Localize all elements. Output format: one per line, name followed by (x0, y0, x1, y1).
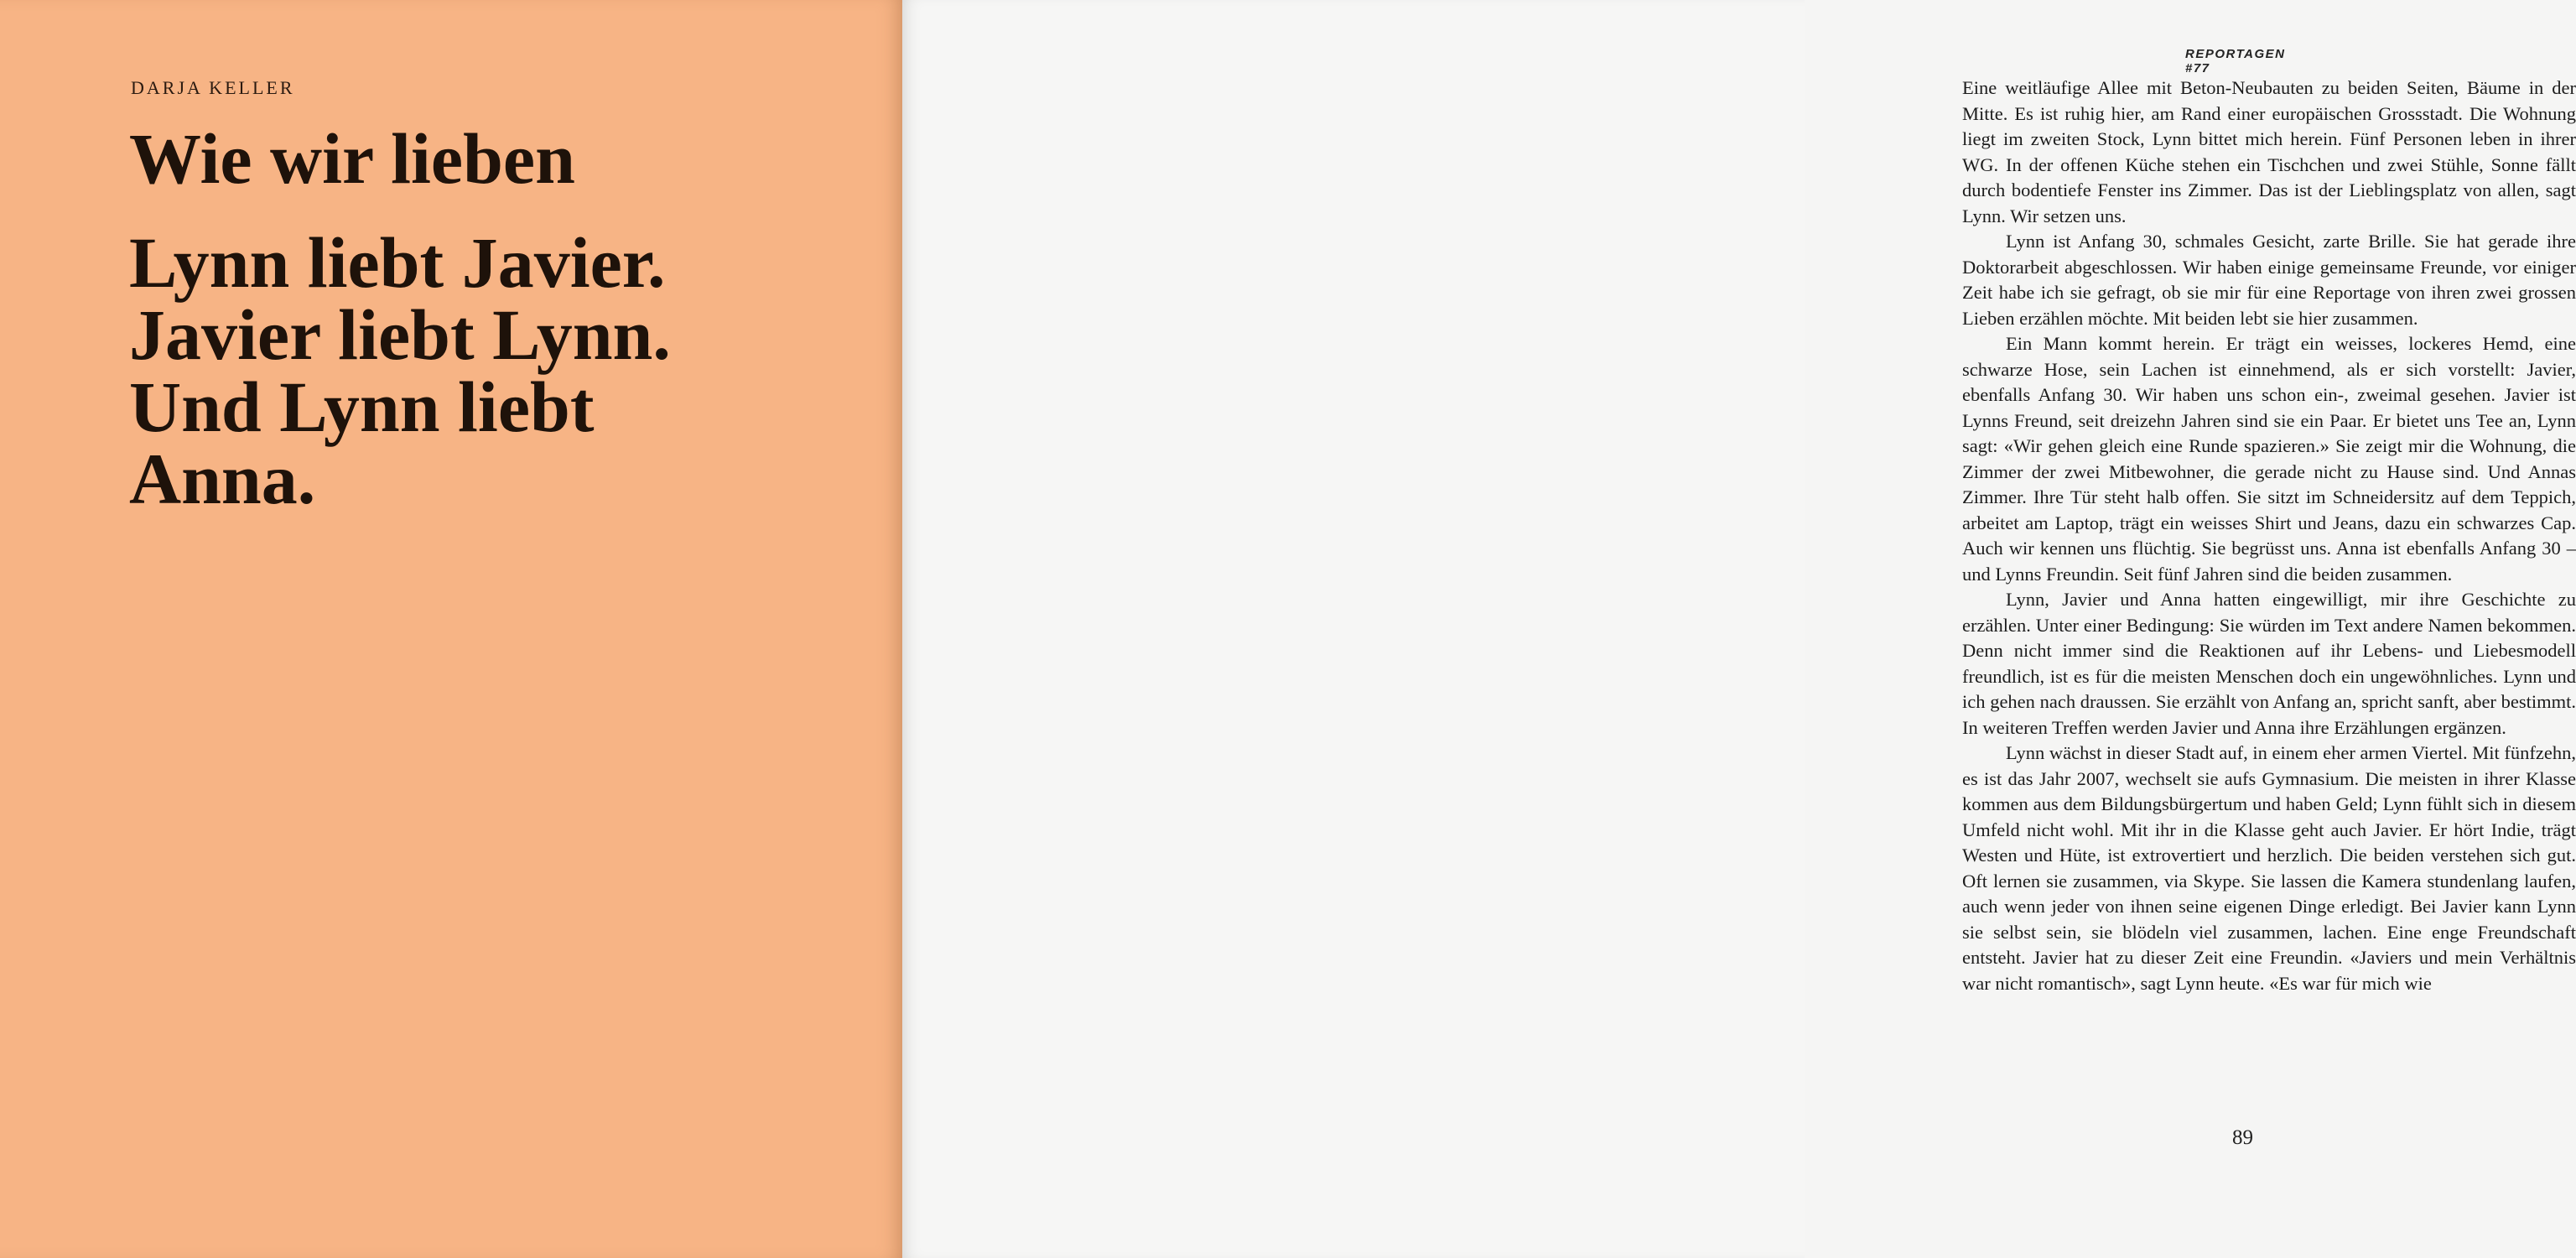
body-paragraph: Eine weitläufige Allee mit Beton-Neubauten zu beiden Seiten, Bäume in der Mitte. Es ist ruhig hier, am Rand einer europäischen Grossstadt. Die Wohnung liegt im zweiten Stock, Lynn bittet mich herein. Fünf Personen leben in ihrer WG. In der offenen Küche stehen ein Tischchen und zwei Stühle, Sonne fällt durch bodentiefe Fenster ins Zimmer. Das ist der Lieblingsplatz von allen, sagt Lynn. Wir setzen uns. (1962, 77, 2576, 226)
running-head: REPORTAGEN #77 (2185, 47, 2286, 75)
page-number: 89 (2232, 1126, 2253, 1149)
body-paragraph: Lynn wächst in dieser Stadt auf, in einem eher armen Viertel. Mit fünfzehn, es ist das Jahr 2007, wechselt sie aufs Gymnasium. Die meisten in ihrer Klasse kommen aus dem Bildungsbürgertum und haben Geld; Lynn fühlt sich in diesem Umfeld nicht wohl. Mit ihr in die Klasse geht auch Javier. Er hört Indie, trägt Westen und Hüte, ist extrovertiert und herzlich. Die beiden verstehen sich gut. Oft lernen sie zusammen, via Skype. Sie lassen die Kamera stundenlang laufen, auch wenn jeder von ihnen seine eigenen Dinge erledigt. Bei Javier kann Lynn sie selbst sein, sie blödeln viel zusammen, lachen. Eine enge Freundschaft entsteht. Javier hat zu dieser Zeit eine Freundin. «Javiers und mein Verhältnis war nicht romantisch», sagt Lynn heute. «Es war für mich wie (1962, 742, 2576, 994)
body-paragraph: Lynn, Javier und Anna hatten eingewilligt, mir ihre Geschichte zu erzählen. Unter einer Bedingung: Sie würden im Text andere Namen bekommen. Denn nicht immer sind die Reaktionen auf ihr Lebens- und Liebesmodell freundlich, ist es für die meisten Menschen doch ein ungewöhnliches. Lynn und ich gehen nach draussen. Sie erzählt von Anfang an, spricht sanft, aber bestimmt. In weiteren Treffen werden Javier und Anna ihre Erzählungen ergänzen. (1962, 589, 2576, 738)
left-page (0, 0, 902, 1258)
right-page (902, 0, 2576, 1258)
lede-line: Und Lynn liebt (129, 366, 595, 447)
article-body (1962, 75, 2576, 996)
author-name: DARJA KELLER (131, 77, 295, 98)
article-title: Wie wir lieben (129, 118, 575, 199)
article-lede (129, 222, 800, 519)
body-paragraph: Lynn ist Anfang 30, schmales Gesicht, zarte Brille. Sie hat gerade ihre Doktorarbeit abgeschlossen. Wir haben einige gemeinsame Freunde, vor einiger Zeit habe ich sie gefragt, ob sie mir für eine Reportage von ihren zwei grossen Lieben erzählen möchte. Mit beiden lebt sie hier zusammen. (1962, 231, 2576, 329)
body-paragraph: Ein Mann kommt herein. Er trägt ein weisses, lockeres Hemd, eine schwarze Hose, sein Lachen ist einnehmend, als er sich vorstellt: Javier, ebenfalls Anfang 30. Wir haben uns schon ein-, zweimal gesehen. Javier ist Lynns Freund, seit dreizehn Jahren sind sie ein Paar. Er bietet uns Tee an, Lynn sagt: «Wir gehen gleich eine Runde spazieren.» Sie zeigt mir die Wohnung, die Zimmer der zwei Mitbewohner, die gerade nicht zu Hause sind. Und Annas Zimmer. Ihre Tür steht halb offen. Sie sitzt im Schneidersitz auf dem Teppich, arbeitet am Laptop, trägt ein weisses Shirt und Jeans, dazu ein schwarzes Cap. Auch wir kennen uns flüchtig. Sie begrüsst uns. Anna ist ebenfalls Anfang 30 – und Lynns Freundin. Seit fünf Jahren sind die beiden zusammen. (1962, 333, 2576, 585)
lede-line: Lynn liebt Javier. (129, 222, 666, 303)
lede-line: Anna. (129, 439, 316, 519)
lede-line: Javier liebt Lynn. (129, 294, 671, 375)
